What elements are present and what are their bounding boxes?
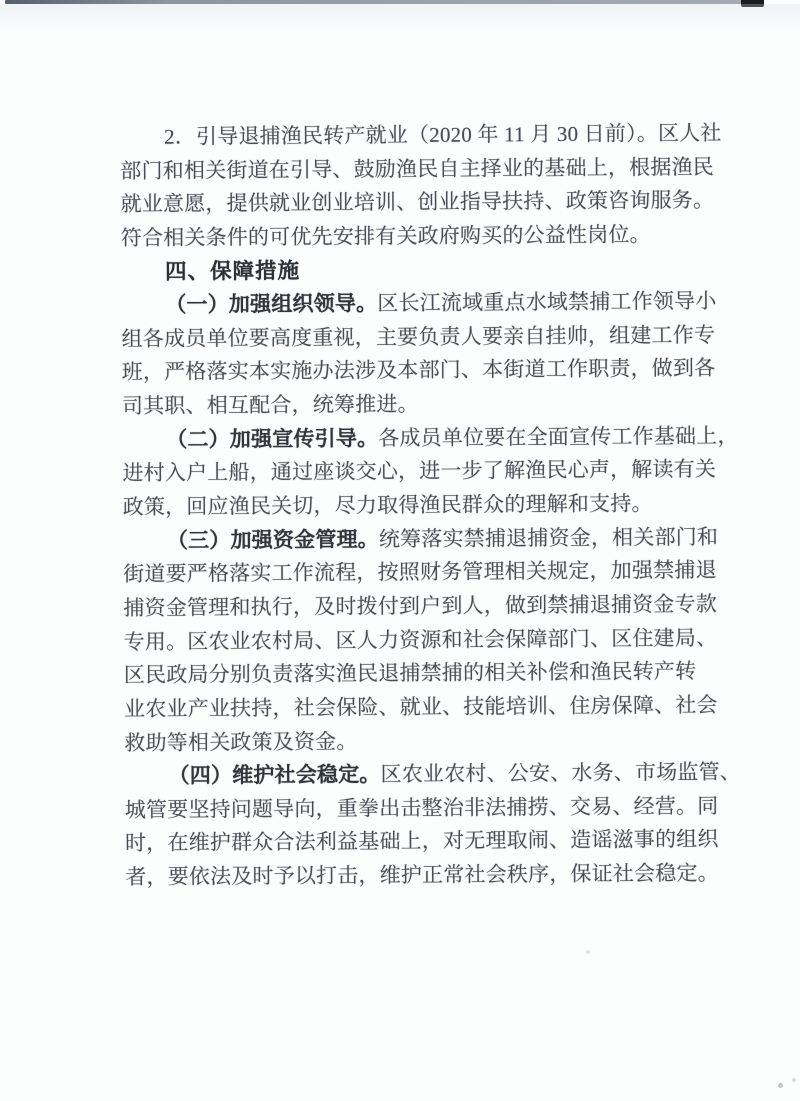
run-in-heading: （二）加强宣传引导。 [166,425,379,452]
text-line: （二）加强宣传引导。各成员单位要在全面宣传工作基础上， [166,423,739,452]
paragraph-item-4-2 [122,420,739,525]
text-line: 者，要依法及时予以打击，维护正常社会秩序，保证社会稳定。 [125,860,719,890]
text-line: 符合相关条件的可优先安排有关政府购买的公益性岗位。 [120,222,651,250]
text-line: 时，在维护群众合法利益基础上，对无理取闹、造谣滋事的组织 [124,827,719,856]
text-line: （四）维护社会稳定。区农业农村、公安、水务、市场监管、 [168,759,742,788]
scan-corner-mark [741,0,764,7]
text-line: 司其职、相互配合，统筹推进。 [121,392,419,419]
text-line: 救助等相关政策及资金。 [124,728,358,755]
text-line: 专用。区农业农村局、区人力资源和社会保障部门、区住建局、 [123,625,718,654]
text-line: 组各成员单位要高度重视，主要负责人要亲自挂帅，组建工作专 [121,322,716,351]
text-line: 业农业产业扶持，社会保险、就业、技能培训、住房保障、社会 [124,692,718,721]
section-heading [121,251,721,289]
text-line: 就业意愿，提供就业创业培训、创业指导扶持、政策咨询服务。 [120,188,715,217]
text-line: 城管要坚持问题导向，重拳出击整治非法捕捞、交易、经营。同 [124,793,719,822]
run-in-heading: （三）加强资金管理。 [166,526,380,553]
text-line: 2．引导退捕渔民转产就业（2020 年 11 月 30 日前）。区人社 [164,120,722,149]
text-line: 班，严格落实本实施办法涉及本部门、本街道工作职责，做到各 [121,356,716,385]
paragraph-item-4-3 [123,520,725,760]
text-line [121,251,721,289]
text-line: 街道要严格落实工作流程，按照财务管理相关规定，加强禁捕退 [123,558,717,587]
text-line: （一）加强组织领导。区长江流域重点水域禁捕工作领导小 [165,289,717,317]
paragraph-item-4-1 [121,285,722,424]
run-in-heading: 四、保障措施 [164,258,301,284]
text-line: 进村入户上船，通过座谈交心，进一步了解渔民心声，解读有关 [122,457,717,486]
paragraph-item-4-4 [124,756,742,895]
text-line: 捕资金管理和执行，及时拨付到户到人，做到禁捕退捕资金专款 [123,591,718,620]
text-line: 区民政局分别负责落实渔民退捕禁捕的相关补偿和渔民转产转 [123,659,697,688]
text-line: 政策，回应渔民关切，尽力取得渔民群众的理解和支持。 [122,491,653,520]
scan-edge-band [5,0,743,4]
run-in-heading: （一）加强组织领导。 [165,291,378,317]
text-line: （三）加强资金管理。统筹落实禁捕退捕资金，相关部门和 [166,524,719,553]
paragraph-item-2 [120,117,721,256]
document-text [120,117,742,895]
scan-speckle [778,1083,783,1088]
scan-speckle [586,950,590,954]
text-line: 部门和相关街道在引导、鼓励渔民自主择业的基础上，根据渔民 [120,154,715,183]
scan-tint [0,4,800,32]
run-in-heading: （四）维护社会稳定。 [168,762,381,788]
scan-speckle [792,1078,796,1082]
